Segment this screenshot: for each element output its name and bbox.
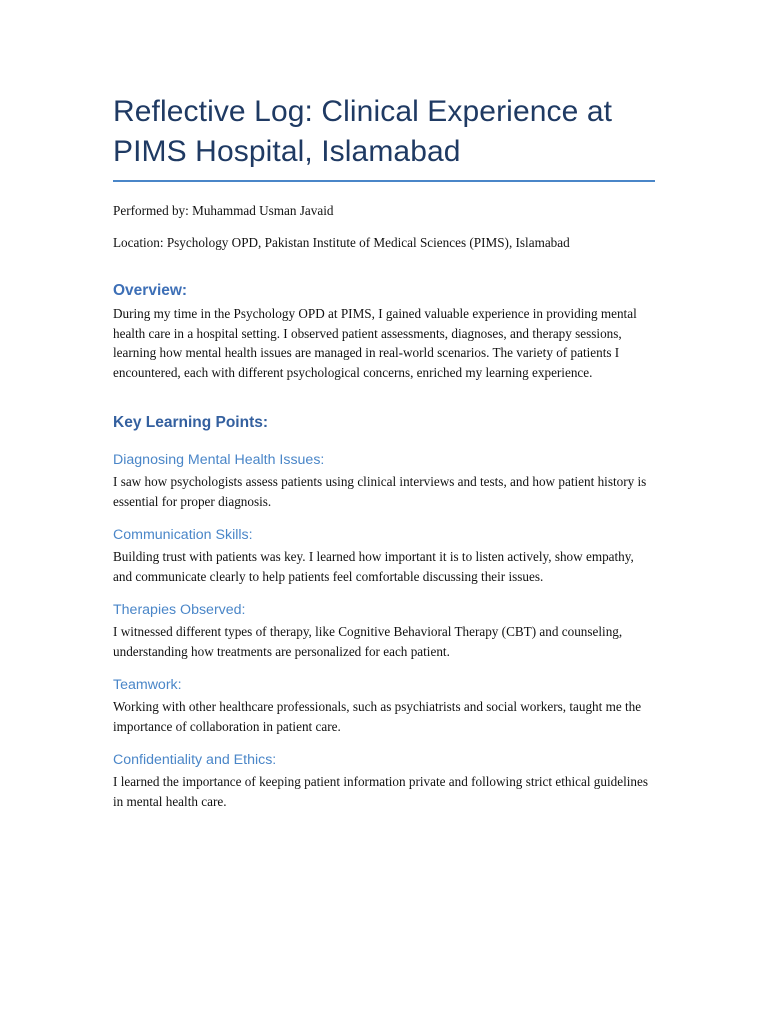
section-text: Working with other healthcare professionals, such as psychiatrists and social workers, taught me the importance of collaboration in patient care. <box>113 699 642 734</box>
overview-heading: Overview: <box>113 282 188 299</box>
section-heading: Therapies Observed: <box>113 602 246 618</box>
overview-text: During my time in the Psychology OPD at PIMS, I gained valuable experience in providing mental health care in a hospital setting. I observed patient assessments, diagnoses, and therapy sessions, learning how mental health issues are managed in real-world scenarios. The variety of patients I encountered, each with different psychological concerns, enriched my learning experience. <box>113 306 637 380</box>
learning-section-communication <box>113 525 655 586</box>
section-heading: Teamwork: <box>113 677 182 693</box>
key-learning-heading: Key Learning Points: <box>113 414 269 431</box>
learning-section-diagnosing <box>113 450 655 511</box>
document-page <box>113 92 655 811</box>
location: Location: Psychology OPD, Pakistan Institute of Medical Sciences (PIMS), Islamabad <box>113 234 570 250</box>
section-heading: Confidentiality and Ethics: <box>113 752 277 768</box>
section-text: Building trust with patients was key. I learned how important it is to listen actively, show empathy, and communicate clearly to help patients feel comfortable discussing their issues. <box>113 549 634 584</box>
document-title: Reflective Log: Clinical Experience at PIMS Hospital, Islamabad <box>113 92 655 182</box>
section-text: I witnessed different types of therapy, like Cognitive Behavioral Therapy (CBT) and counseling, understanding how treatments are personalized for each patient. <box>113 624 623 659</box>
learning-section-confidentiality <box>113 750 655 811</box>
section-heading: Communication Skills: <box>113 527 253 543</box>
learning-section-teamwork <box>113 675 655 736</box>
section-heading: Diagnosing Mental Health Issues: <box>113 452 325 468</box>
section-text: I learned the importance of keeping patient information private and following strict ethical guidelines in mental health care. <box>113 774 649 809</box>
performed-by: Performed by: Muhammad Usman Javaid <box>113 203 334 218</box>
learning-section-therapies <box>113 600 655 661</box>
section-text: I saw how psychologists assess patients using clinical interviews and tests, and how patient history is essential for proper diagnosis. <box>113 474 647 509</box>
